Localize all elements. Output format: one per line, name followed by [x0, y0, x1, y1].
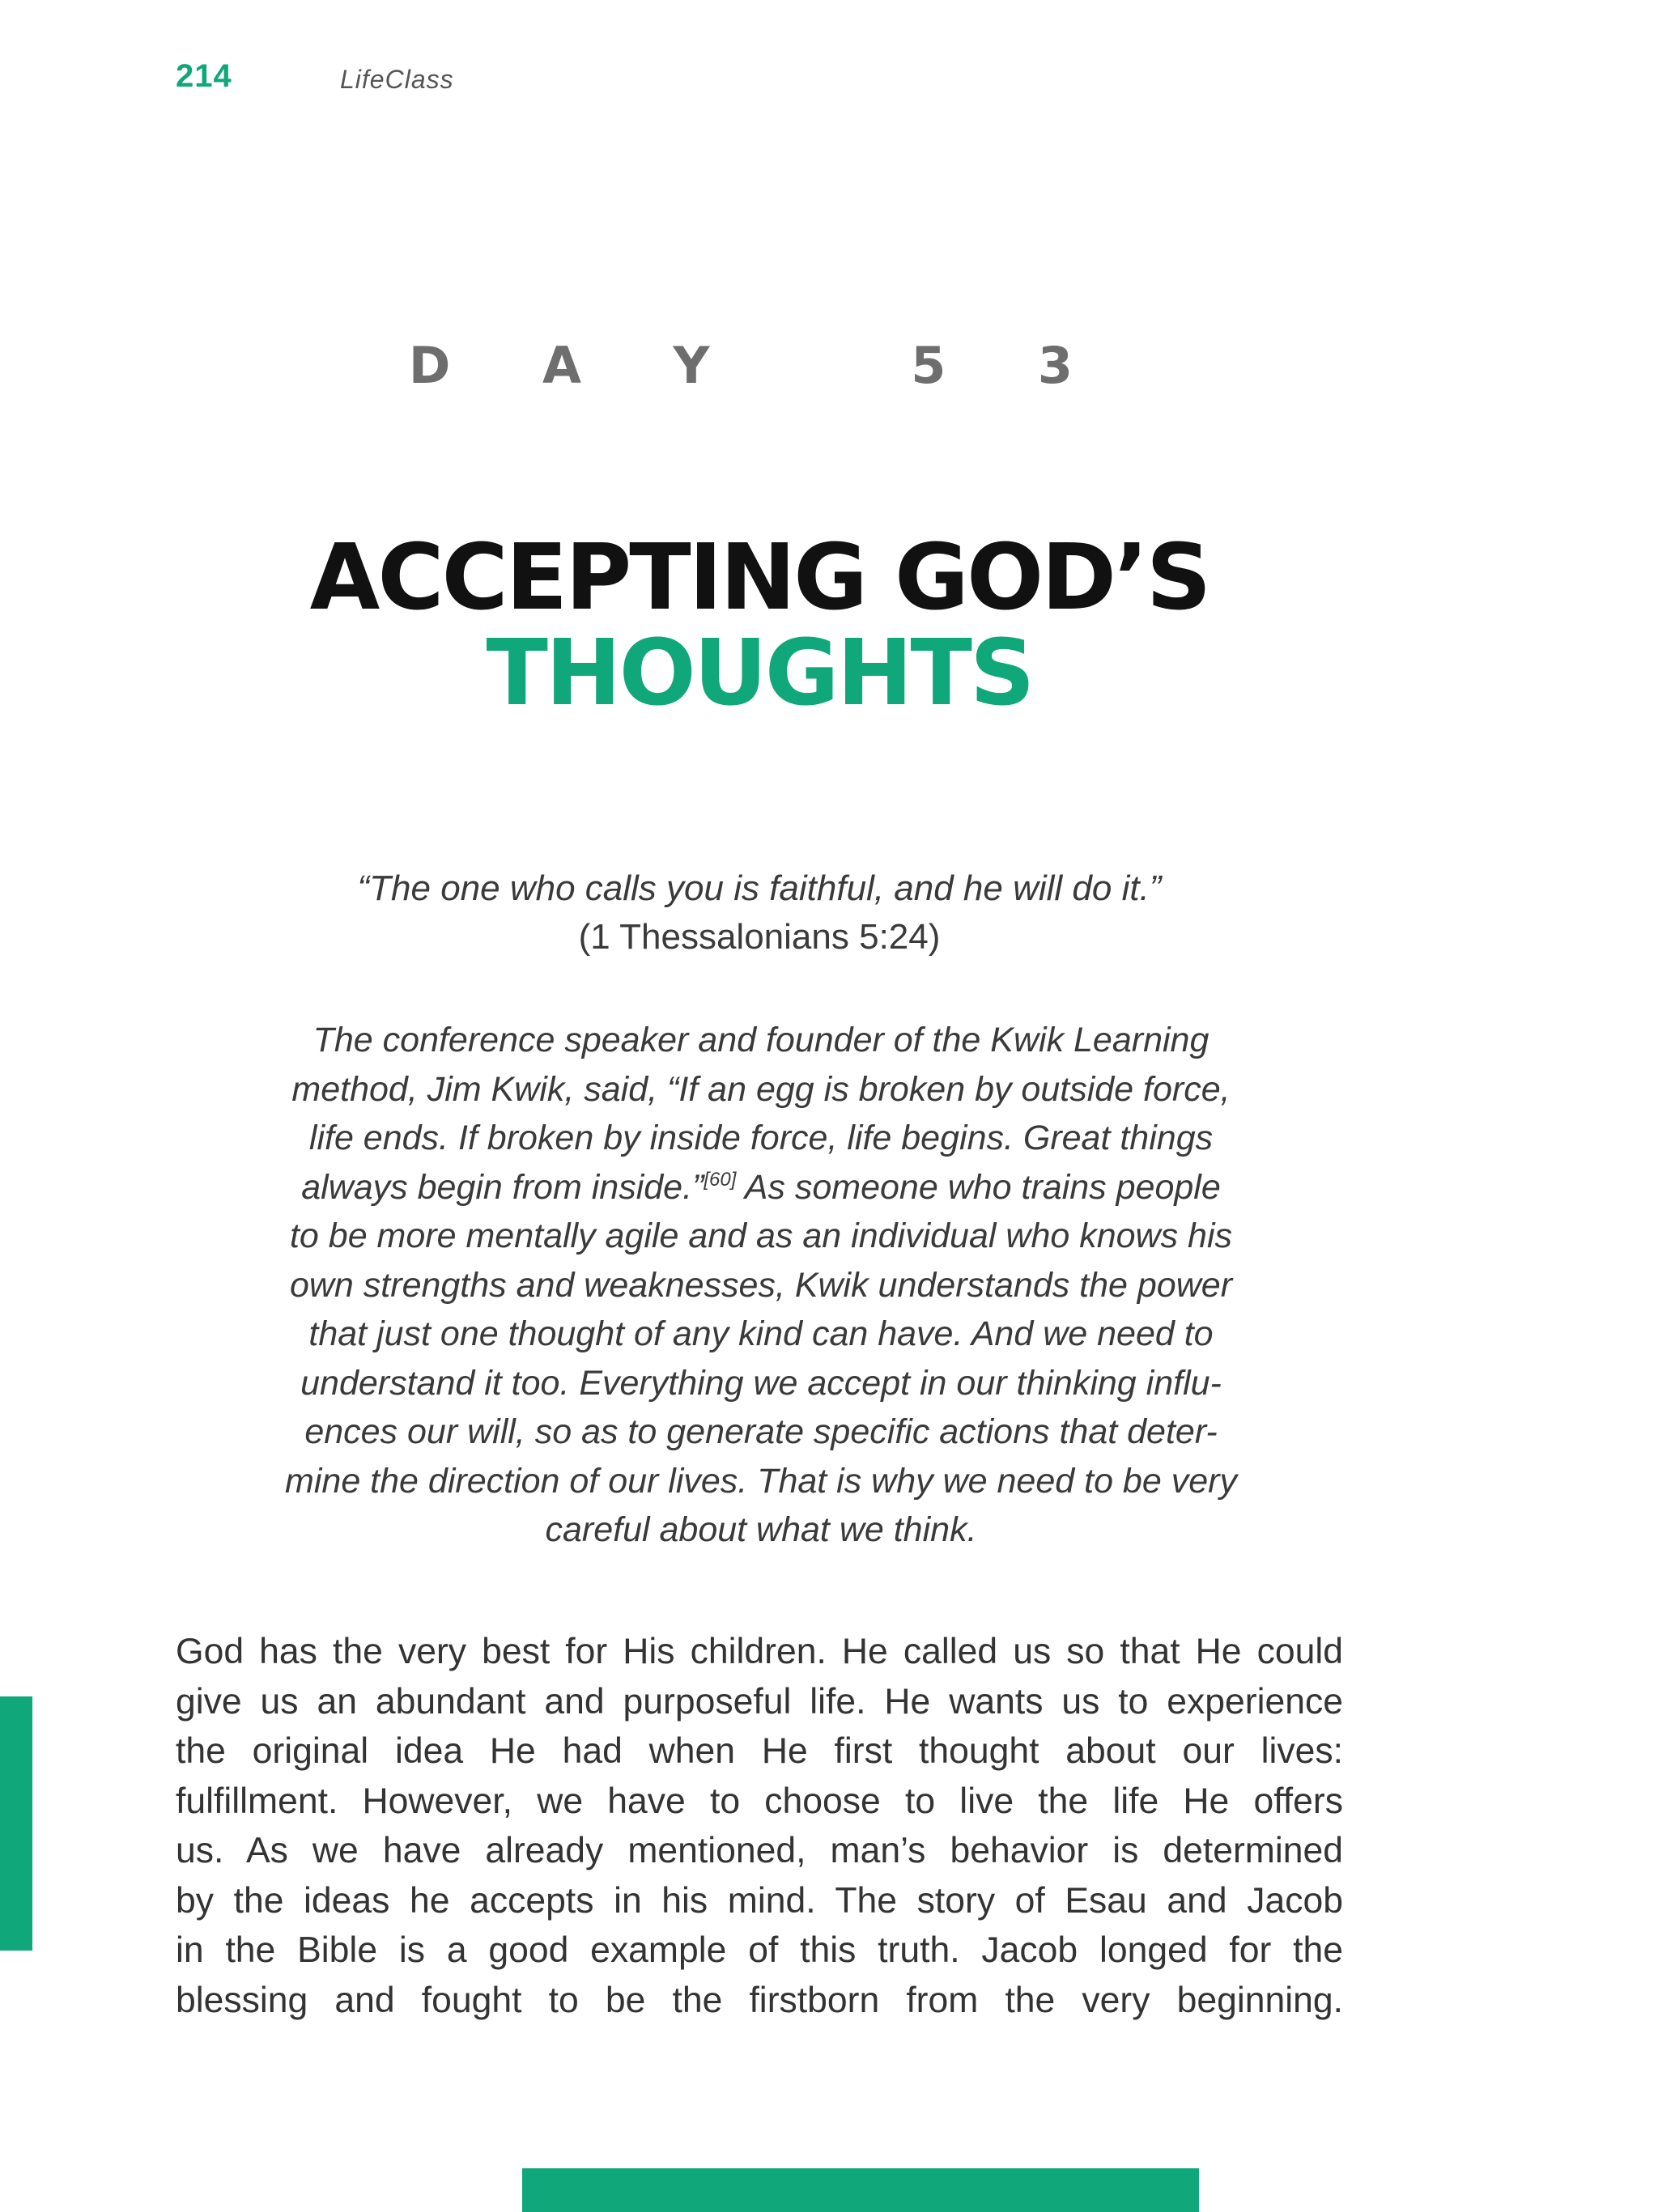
day-label: D A Y 5 3	[408, 336, 1111, 395]
intro-line: careful about what we think.	[545, 1510, 977, 1549]
intro-line: method, Jim Kwik, said, “If an egg is broken by outside force,	[291, 1069, 1231, 1109]
side-tab-marker	[0, 1696, 32, 1951]
body-paragraph	[176, 1627, 1343, 2025]
intro-line: own strengths and weaknesses, Kwik understands the power	[289, 1265, 1233, 1305]
intro-paragraph	[235, 1016, 1287, 1555]
intro-line-text: always begin from inside.”	[301, 1167, 704, 1207]
body-line: give us an abundant and purposeful life. He wants us to experience	[176, 1681, 1343, 1722]
running-head: LifeClass	[340, 65, 454, 94]
chapter-title	[0, 525, 1519, 726]
body-line: by the ideas he accepts in his mind. The story of Esau and Jacob	[176, 1880, 1343, 1921]
intro-line: to be more mentally agile and as an individual who knows his	[289, 1216, 1233, 1255]
intro-line: The conference speaker and founder of the Kwik Learning	[312, 1021, 1209, 1059]
footnote-reference: [60]	[704, 1168, 737, 1191]
page-number: 214	[176, 58, 232, 94]
body-line: blessing and fought to be the firstborn from the very beginning.	[176, 1980, 1343, 2020]
intro-line: life ends. If broken by inside force, life begins. Great things	[308, 1119, 1214, 1157]
epigraph-quote: “The one who calls you is faithful, and he will do it.”	[357, 868, 1162, 908]
epigraph	[0, 864, 1519, 962]
intro-line: understand it too. Everything we accept in our thinking influ-	[300, 1363, 1222, 1403]
epigraph-reference: (1 Thessalonians 5:24)	[578, 917, 941, 957]
body-line: us. As we have already mentioned, man’s behavior is determined	[176, 1831, 1343, 1870]
intro-line: mine the direction of our lives. That is why we need to be very	[285, 1461, 1237, 1501]
body-line: God has the very best for His children. He called us so that He could	[176, 1632, 1343, 1671]
body-line: in the Bible is a good example of this truth. Jacob longed for the	[176, 1930, 1343, 1970]
intro-line-text: As someone who trains people	[736, 1167, 1221, 1207]
intro-line	[235, 1163, 1287, 1212]
body-line: fulfillment. However, we have to choose to live the life He offers	[176, 1781, 1343, 1821]
chapter-title-line-2: THOUGHTS	[486, 621, 1033, 726]
intro-line: that just one thought of any kind can have. And we need to	[308, 1314, 1214, 1353]
bottom-accent-bar	[522, 2168, 1199, 2212]
body-line: the original idea He had when He first thought about our lives:	[176, 1731, 1343, 1771]
intro-line: ences our will, so as to generate specific actions that deter-	[304, 1412, 1218, 1451]
chapter-title-line-1: ACCEPTING GOD’S	[309, 525, 1209, 630]
